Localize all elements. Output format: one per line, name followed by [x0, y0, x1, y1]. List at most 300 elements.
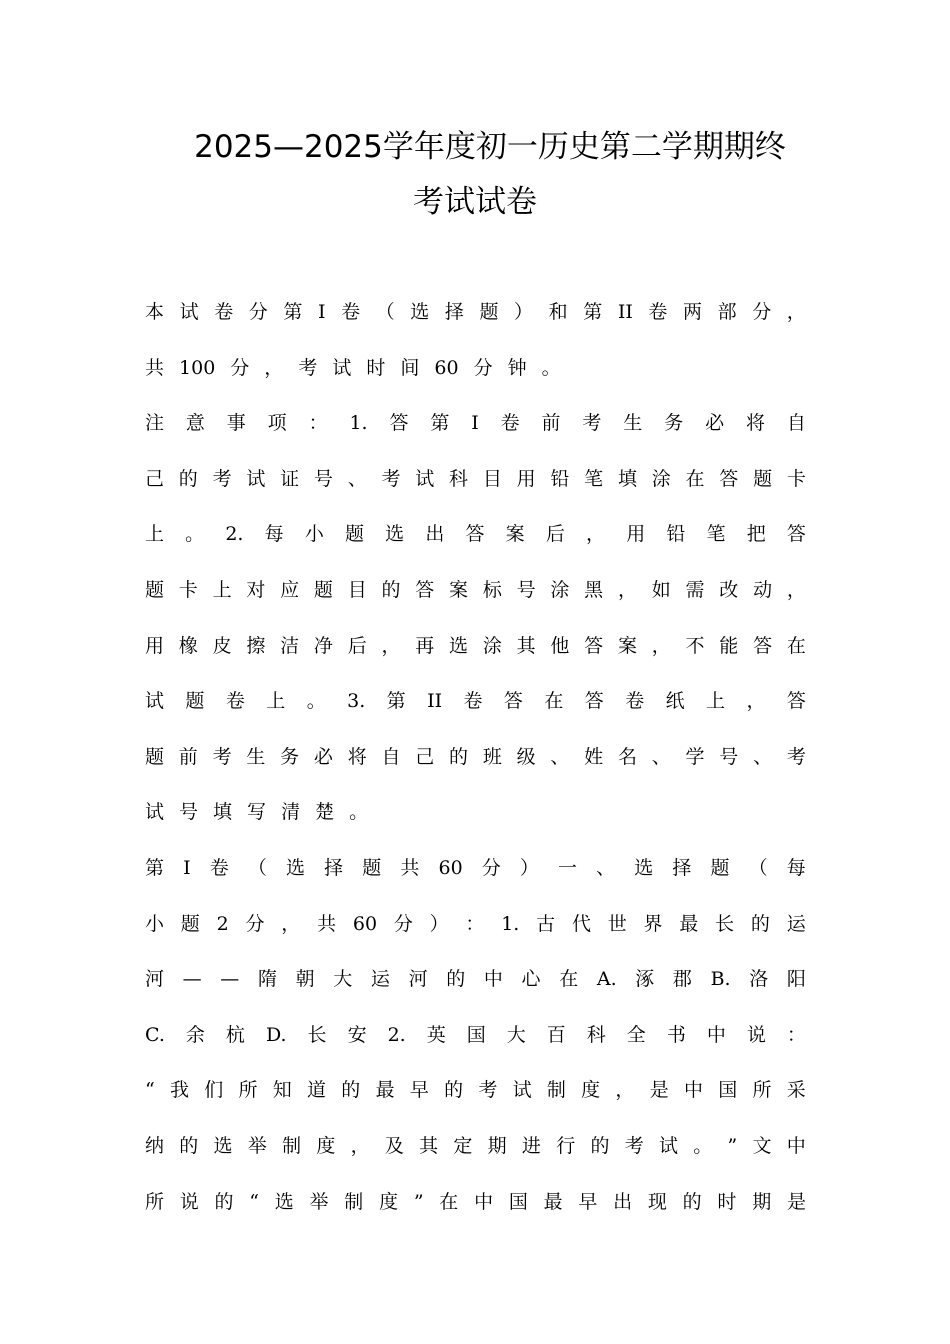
- body-text-glyph: 的: [449, 746, 469, 768]
- body-text-glyph: 试: [512, 1079, 532, 1101]
- body-text-glyph: 制: [282, 1135, 302, 1157]
- body-text-glyph: 不: [685, 635, 705, 657]
- body-text-glyph: 中: [683, 1079, 703, 1101]
- body-text-glyph: 务: [664, 412, 684, 434]
- body-text-glyph: 的: [444, 1079, 464, 1101]
- body-text-glyph: 。: [306, 690, 326, 712]
- body-text-glyph: 分: [245, 913, 265, 935]
- body-text-glyph: 举: [247, 1135, 267, 1157]
- body-text-glyph: ，: [786, 579, 806, 601]
- body-text-glyph: 河: [145, 968, 165, 990]
- body-text-glyph: ）: [519, 857, 539, 879]
- body-text-glyph: 科: [449, 468, 469, 490]
- body-text-glyph: 60: [434, 357, 459, 379]
- body-text-glyph: 选: [634, 857, 654, 879]
- body-text-glyph: ：: [465, 913, 485, 935]
- body-text-glyph: 在: [559, 968, 579, 990]
- body-text-glyph: 余: [185, 1024, 205, 1046]
- body-text-glyph: 用: [626, 523, 646, 545]
- body-text-glyph: 的: [446, 968, 466, 990]
- body-text-glyph: 所: [752, 1079, 772, 1101]
- body-text-glyph: 笔: [706, 523, 726, 545]
- body-text-glyph: 择: [324, 857, 344, 879]
- body-text-glyph: 我: [169, 1079, 189, 1101]
- body-text-glyph: 运: [370, 968, 390, 990]
- body-text-glyph: 前: [541, 412, 561, 434]
- body-text-glyph: 、: [753, 746, 773, 768]
- body-text-glyph: 分: [481, 857, 501, 879]
- body-text-glyph: 试: [332, 357, 352, 379]
- body-text-glyph: 在: [544, 690, 564, 712]
- body-text-glyph: 共: [317, 913, 337, 935]
- body-text-glyph: II: [427, 690, 443, 712]
- body-text-glyph: 国: [466, 1024, 486, 1046]
- body-text-glyph: 知: [272, 1079, 292, 1101]
- body-text-line: [145, 1131, 806, 1161]
- body-text-glyph: 号: [313, 468, 333, 490]
- body-text-glyph: （: [247, 857, 267, 879]
- body-text-glyph: ：: [308, 412, 328, 434]
- body-text-glyph: 能: [719, 635, 739, 657]
- body-text-glyph: 自: [381, 746, 401, 768]
- body-text-glyph: 案: [617, 635, 637, 657]
- body-text-glyph: 是: [786, 1191, 806, 1213]
- body-text-glyph: 如: [651, 579, 671, 601]
- body-text-glyph: 举: [309, 1191, 329, 1213]
- body-text-glyph: 的: [214, 1191, 234, 1213]
- body-text-glyph: 世: [607, 913, 627, 935]
- body-text-glyph: 2: [216, 913, 229, 935]
- body-text-glyph: 古: [536, 913, 556, 935]
- body-text-glyph: 号: [179, 801, 199, 823]
- body-text-glyph: 及: [384, 1135, 404, 1157]
- body-text-glyph: ，: [586, 523, 606, 545]
- body-text-glyph: 国: [718, 1079, 738, 1101]
- body-text-glyph: 其: [516, 635, 536, 657]
- body-text-glyph: 时: [366, 357, 386, 379]
- body-text-glyph: 度: [316, 1135, 336, 1157]
- body-text-glyph: 书: [666, 1024, 686, 1046]
- body-text-line: [145, 1075, 806, 1105]
- body-text-glyph: 号: [516, 579, 536, 601]
- body-text-glyph: 阳: [786, 968, 806, 990]
- body-text-glyph: 务: [280, 746, 300, 768]
- body-text-glyph: 杭: [225, 1024, 245, 1046]
- body-text-glyph: 后: [545, 523, 565, 545]
- body-text-glyph: 的: [341, 1079, 361, 1101]
- body-text-glyph: 时: [717, 1191, 737, 1213]
- body-text-glyph: 涂: [550, 579, 570, 601]
- body-text-glyph: 考: [298, 357, 318, 379]
- body-text-glyph: 考: [582, 412, 602, 434]
- exam-title-line-1: 2025—2025学年度初一历史第二学期期终: [194, 129, 786, 165]
- body-text-glyph: 号: [719, 746, 739, 768]
- body-text-glyph: 2.: [387, 1024, 406, 1046]
- body-text-glyph: 的: [381, 579, 401, 601]
- body-text-glyph: 考: [624, 1135, 644, 1157]
- body-text-glyph: 共: [400, 857, 420, 879]
- body-text-glyph: 早: [409, 1079, 429, 1101]
- body-text-glyph: 自: [786, 412, 806, 434]
- body-text-glyph: 填: [617, 468, 637, 490]
- body-text-glyph: 英: [426, 1024, 446, 1046]
- body-text-glyph: 应: [280, 579, 300, 601]
- body-text-glyph: 、: [347, 468, 367, 490]
- body-text-line: [145, 853, 806, 883]
- body-text-glyph: ，: [746, 690, 766, 712]
- body-text-glyph: 60: [438, 857, 463, 879]
- body-text-glyph: 定: [453, 1135, 473, 1157]
- body-text-glyph: 的: [682, 1191, 702, 1213]
- body-text-glyph: 试: [246, 468, 266, 490]
- body-text-glyph: 答: [415, 579, 435, 601]
- body-text-glyph: 第: [583, 301, 603, 323]
- body-text-glyph: 行: [556, 1135, 576, 1157]
- body-text-glyph: 分: [393, 913, 413, 935]
- body-text-glyph: 事: [226, 412, 246, 434]
- body-text-glyph: 纸: [665, 690, 685, 712]
- body-text-glyph: 的: [178, 468, 198, 490]
- body-text-glyph: 隋: [257, 968, 277, 990]
- body-text-glyph: 们: [204, 1079, 224, 1101]
- body-text-glyph: 卷: [463, 690, 483, 712]
- body-text-glyph: 考: [478, 1079, 498, 1101]
- body-text-glyph: 答: [719, 468, 739, 490]
- body-text-glyph: 前: [178, 746, 198, 768]
- body-text-glyph: 早: [578, 1191, 598, 1213]
- body-text-glyph: 长: [715, 913, 735, 935]
- body-text-glyph: ）: [514, 301, 534, 323]
- body-text-glyph: 题: [362, 857, 382, 879]
- body-text-glyph: 涿: [635, 968, 655, 990]
- body-text-glyph: 选: [286, 857, 306, 879]
- body-text-glyph: 制: [344, 1191, 364, 1213]
- body-text-glyph: 题: [185, 690, 205, 712]
- body-text-glyph: 进: [521, 1135, 541, 1157]
- body-text-glyph: 代: [571, 913, 591, 935]
- body-text-glyph: 题: [344, 523, 364, 545]
- body-text-glyph: 安: [347, 1024, 367, 1046]
- body-text-glyph: 目: [482, 468, 502, 490]
- body-text-glyph: 的: [590, 1135, 610, 1157]
- body-text-glyph: 题: [313, 579, 333, 601]
- body-text-glyph: 在: [685, 468, 705, 490]
- body-text-glyph: 长: [307, 1024, 327, 1046]
- body-text-glyph: 中: [474, 1191, 494, 1213]
- body-text-glyph: 1.: [501, 913, 520, 935]
- body-text-glyph: 最: [375, 1079, 395, 1101]
- body-text-glyph: 60: [352, 913, 378, 935]
- body-text-glyph: 对: [246, 579, 266, 601]
- body-text-glyph: 考: [381, 468, 401, 490]
- body-text-glyph: 注: [145, 412, 165, 434]
- body-text-glyph: 、: [651, 746, 671, 768]
- body-text-glyph: 心: [521, 968, 541, 990]
- body-text-glyph: 。: [541, 357, 561, 379]
- body-text-glyph: ，: [381, 635, 401, 657]
- body-text-glyph: 择: [672, 857, 692, 879]
- body-text-glyph: 中: [483, 968, 503, 990]
- body-text-glyph: 题: [145, 746, 165, 768]
- body-text-glyph: 题: [145, 579, 165, 601]
- body-text-glyph: 答: [786, 523, 806, 545]
- body-text-line: [145, 575, 806, 605]
- body-text-glyph: 涂: [482, 635, 502, 657]
- body-text-line: [145, 742, 806, 772]
- body-text-glyph: 试: [145, 690, 165, 712]
- body-text-glyph: 洁: [280, 635, 300, 657]
- body-text-line: [145, 519, 806, 549]
- body-text-glyph: 说: [746, 1024, 766, 1046]
- body-text-glyph: 的: [750, 913, 770, 935]
- body-text-glyph: ，: [350, 1135, 370, 1157]
- body-text-glyph: 小: [304, 523, 324, 545]
- body-text-glyph: 选: [274, 1191, 294, 1213]
- body-text-glyph: 答: [786, 690, 806, 712]
- body-text-glyph: 最: [543, 1191, 563, 1213]
- body-text-glyph: 钟: [507, 357, 527, 379]
- body-text-glyph: 卷: [341, 301, 361, 323]
- body-text-glyph: 所: [238, 1079, 258, 1101]
- body-text-glyph: 每: [786, 857, 806, 879]
- body-text-glyph: —: [220, 968, 240, 990]
- body-text-glyph: （: [375, 301, 395, 323]
- body-text-glyph: 必: [313, 746, 333, 768]
- body-text-glyph: 一: [558, 857, 578, 879]
- body-text-glyph: 案: [505, 523, 525, 545]
- body-text-glyph: 郡: [672, 968, 692, 990]
- body-text-glyph: 卷: [225, 690, 245, 712]
- exam-title-line-2: 考试试卷: [413, 184, 537, 220]
- body-text-glyph: 小: [145, 913, 165, 935]
- body-text-glyph: 动: [753, 579, 773, 601]
- body-text-glyph: 证: [280, 468, 300, 490]
- body-text-glyph: ）: [429, 913, 449, 935]
- body-text-glyph: 目: [347, 579, 367, 601]
- body-text-glyph: 制: [546, 1079, 566, 1101]
- body-text-glyph: 皮: [212, 635, 232, 657]
- body-text-line: [145, 964, 806, 994]
- body-text-glyph: 全: [626, 1024, 646, 1046]
- body-text-glyph: 将: [745, 412, 765, 434]
- body-text-glyph: 上: [145, 523, 165, 545]
- body-text-glyph: 上: [706, 690, 726, 712]
- body-text-glyph: 填: [213, 801, 233, 823]
- body-text-glyph: 己: [145, 468, 165, 490]
- body-text-glyph: 后: [347, 635, 367, 657]
- body-text-glyph: 级: [516, 746, 536, 768]
- body-text-glyph: 改: [719, 579, 739, 601]
- body-text-glyph: 100: [179, 357, 216, 379]
- body-text-glyph: 将: [347, 746, 367, 768]
- body-text-glyph: B.: [710, 968, 731, 990]
- body-text-glyph: 。: [185, 523, 205, 545]
- body-text-glyph: 每: [264, 523, 284, 545]
- body-text-glyph: ，: [264, 357, 284, 379]
- body-text-glyph: 。: [349, 801, 369, 823]
- body-text-line: [145, 686, 806, 716]
- body-text-glyph: I: [317, 301, 326, 323]
- body-text-glyph: ，: [617, 579, 637, 601]
- body-text-glyph: ，: [651, 635, 671, 657]
- body-text-glyph: 必: [705, 412, 725, 434]
- body-text-glyph: ”: [413, 1191, 424, 1213]
- body-text-glyph: 3.: [347, 690, 366, 712]
- body-text-glyph: 卷: [625, 690, 645, 712]
- body-text-glyph: 铅: [550, 468, 570, 490]
- body-text-glyph: 出: [425, 523, 445, 545]
- body-text-glyph: 考: [212, 468, 232, 490]
- body-text-line: [145, 797, 806, 827]
- body-text-glyph: 、: [596, 857, 616, 879]
- body-text-glyph: —: [182, 968, 202, 990]
- body-text-glyph: 卷: [209, 857, 229, 879]
- body-text-glyph: ，: [786, 301, 806, 323]
- body-text-glyph: D.: [265, 1024, 287, 1046]
- body-text-glyph: 试: [658, 1135, 678, 1157]
- body-text-glyph: 题: [180, 913, 200, 935]
- body-text-glyph: 第: [145, 857, 165, 879]
- body-text-glyph: 答: [584, 635, 604, 657]
- body-text-glyph: 卡: [178, 579, 198, 601]
- body-text-glyph: 楚: [315, 801, 335, 823]
- body-text-glyph: 再: [415, 635, 435, 657]
- body-text-glyph: 选: [449, 635, 469, 657]
- body-text-glyph: 1.: [349, 412, 368, 434]
- body-text-glyph: 两: [683, 301, 703, 323]
- body-text-glyph: 案: [449, 579, 469, 601]
- body-text-glyph: 说: [179, 1191, 199, 1213]
- body-text-glyph: 姓: [584, 746, 604, 768]
- body-text-glyph: 的: [179, 1135, 199, 1157]
- body-text-glyph: 笔: [584, 468, 604, 490]
- body-text-glyph: 分: [230, 357, 250, 379]
- body-text-line: [145, 408, 806, 438]
- body-text-glyph: 期: [752, 1191, 772, 1213]
- body-text-glyph: 是: [649, 1079, 669, 1101]
- body-text-glyph: 用: [145, 635, 165, 657]
- body-text-glyph: A.: [596, 968, 617, 990]
- body-text-glyph: 项: [267, 412, 287, 434]
- body-text-glyph: 。: [693, 1135, 713, 1157]
- body-text-glyph: 答: [465, 523, 485, 545]
- body-text-glyph: 第: [386, 690, 406, 712]
- body-text-glyph: 标: [482, 579, 502, 601]
- body-text-glyph: 分: [248, 301, 268, 323]
- body-text-glyph: 答: [389, 412, 409, 434]
- body-text-glyph: 卷: [214, 301, 234, 323]
- body-text-glyph: 在: [786, 635, 806, 657]
- body-text-glyph: （: [748, 857, 768, 879]
- body-text-glyph: 名: [617, 746, 637, 768]
- body-text-glyph: II: [617, 301, 633, 323]
- body-text-glyph: 中: [786, 1135, 806, 1157]
- body-text-glyph: I: [471, 412, 479, 434]
- body-text-glyph: 其: [419, 1135, 439, 1157]
- body-text-glyph: 题: [753, 468, 773, 490]
- body-text-glyph: 选: [385, 523, 405, 545]
- body-text-glyph: 涂: [651, 468, 671, 490]
- body-text-glyph: 和: [548, 301, 568, 323]
- body-text-glyph: 采: [786, 1079, 806, 1101]
- body-text-glyph: 、: [550, 746, 570, 768]
- body-text-glyph: 生: [623, 412, 643, 434]
- body-text-glyph: I: [183, 857, 191, 879]
- body-text-glyph: 运: [786, 913, 806, 935]
- body-text-glyph: 卡: [786, 468, 806, 490]
- body-text-glyph: 擦: [246, 635, 266, 657]
- body-text-glyph: 把: [746, 523, 766, 545]
- body-text-glyph: 在: [439, 1191, 459, 1213]
- body-text-glyph: 第: [283, 301, 303, 323]
- body-text-glyph: 大: [333, 968, 353, 990]
- body-text-glyph: 班: [482, 746, 502, 768]
- body-text-glyph: 间: [400, 357, 420, 379]
- body-text-glyph: 答: [503, 690, 523, 712]
- body-text-glyph: 铅: [666, 523, 686, 545]
- body-text-glyph: 出: [613, 1191, 633, 1213]
- body-text-line: [145, 1187, 806, 1217]
- body-text-line: [145, 353, 806, 383]
- body-text-glyph: 分: [473, 357, 493, 379]
- body-text-glyph: 所: [145, 1191, 165, 1213]
- body-text-glyph: 百: [546, 1024, 566, 1046]
- body-text-glyph: 橡: [178, 635, 198, 657]
- body-text-glyph: 卷: [500, 412, 520, 434]
- body-text-glyph: “: [249, 1191, 260, 1213]
- body-text-glyph: 国: [508, 1191, 528, 1213]
- body-text-glyph: 学: [685, 746, 705, 768]
- body-text-glyph: 河: [408, 968, 428, 990]
- body-text-glyph: 考: [786, 746, 806, 768]
- body-text-line: [145, 631, 806, 661]
- body-text-glyph: 试: [179, 301, 199, 323]
- body-text-glyph: 生: [246, 746, 266, 768]
- body-text-glyph: 度: [379, 1191, 399, 1213]
- body-text-glyph: 文: [752, 1135, 772, 1157]
- body-text-glyph: 最: [679, 913, 699, 935]
- body-text-glyph: 题: [710, 857, 730, 879]
- body-text-glyph: 共: [145, 357, 165, 379]
- body-text-glyph: 期: [487, 1135, 507, 1157]
- body-text-glyph: 试: [415, 468, 435, 490]
- body-text-glyph: 选: [410, 301, 430, 323]
- body-text-glyph: 上: [212, 579, 232, 601]
- body-text-glyph: 度: [581, 1079, 601, 1101]
- body-text-line: [145, 297, 806, 327]
- body-text-glyph: 意: [185, 412, 205, 434]
- body-text-glyph: 需: [685, 579, 705, 601]
- body-text-line: [145, 1020, 806, 1050]
- body-text-glyph: 大: [506, 1024, 526, 1046]
- body-text-glyph: ”: [727, 1135, 738, 1157]
- body-text-glyph: 择: [444, 301, 464, 323]
- body-text-glyph: 纳: [145, 1135, 165, 1157]
- body-text-glyph: 试: [145, 801, 165, 823]
- body-text-glyph: 现: [647, 1191, 667, 1213]
- body-text-glyph: ，: [615, 1079, 635, 1101]
- body-text-glyph: 写: [247, 801, 267, 823]
- body-text-glyph: 第: [430, 412, 450, 434]
- body-text-glyph: 本: [145, 301, 165, 323]
- body-text-glyph: 选: [213, 1135, 233, 1157]
- body-text-glyph: ：: [786, 1024, 806, 1046]
- body-text-glyph: 2.: [225, 523, 244, 545]
- body-text-glyph: 净: [313, 635, 333, 657]
- body-text-glyph: 部: [717, 301, 737, 323]
- body-text-glyph: 黑: [584, 579, 604, 601]
- body-text-glyph: “: [145, 1079, 155, 1101]
